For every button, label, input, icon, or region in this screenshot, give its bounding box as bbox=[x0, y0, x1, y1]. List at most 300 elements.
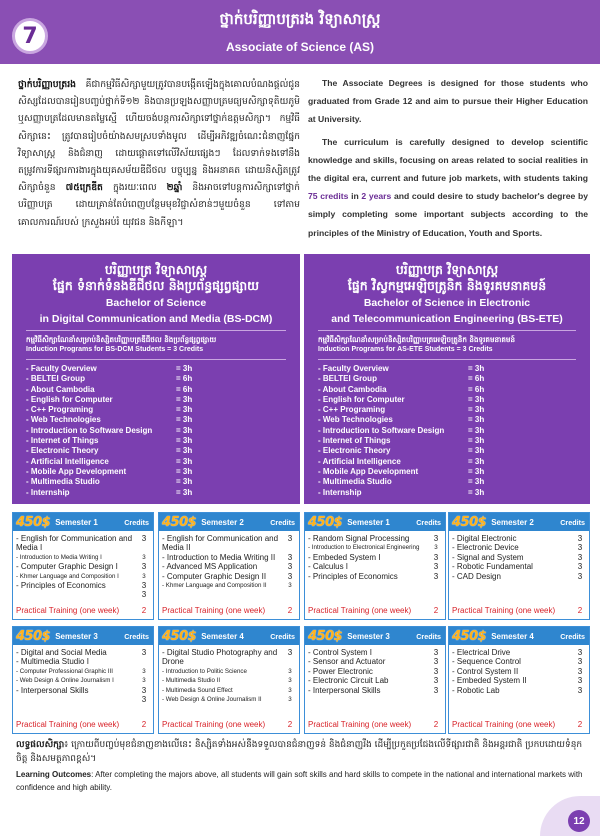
credits-header: Credits bbox=[416, 517, 441, 527]
semester-card bbox=[12, 626, 154, 734]
induction-item-hours: = 3h bbox=[468, 425, 485, 435]
induction-item-name: - Web Technologies bbox=[26, 415, 101, 425]
induction-item bbox=[26, 405, 286, 415]
course-credits: 3 bbox=[433, 657, 439, 667]
induction-item-hours: = 3h bbox=[468, 364, 485, 373]
induction-title-kh: កម្មវិធីសិក្សាណែនាំសម្រាប់និស្សិតបរិញ្ញាបត្រឌីជីថល និងប្រព័ន្ធផ្សព្វផ្សាយ bbox=[26, 335, 217, 344]
section-title-kh: ថ្នាក់បរិញ្ញាបត្ររង វិទ្យាសាស្ត្រ bbox=[219, 10, 381, 28]
course-name: - Power Electronic bbox=[308, 666, 373, 676]
induction-item-hours: = 6h bbox=[176, 374, 193, 384]
course-name: - English for Communication and Media I bbox=[16, 534, 133, 553]
course-name: - Signal and System bbox=[452, 552, 524, 562]
course-credits: 3 bbox=[141, 648, 147, 657]
semester-card bbox=[158, 626, 300, 734]
course-row bbox=[162, 572, 296, 581]
induction-item bbox=[318, 426, 576, 436]
semester-card bbox=[304, 512, 446, 620]
induction-item-hours: = 6h bbox=[176, 384, 193, 394]
intro-khmer bbox=[18, 76, 300, 231]
induction-item bbox=[318, 467, 576, 477]
semester-title: Semester 4 bbox=[201, 631, 244, 641]
course-row bbox=[452, 543, 586, 552]
intro-en-p2-c: in bbox=[348, 191, 362, 202]
course-name: - Khmer Language and Composition II bbox=[162, 582, 267, 590]
induction-item-name: - Introduction to Software Design bbox=[318, 425, 445, 435]
course-row bbox=[308, 686, 442, 695]
program-title-en bbox=[24, 295, 288, 327]
induction-item-hours: = 3h bbox=[468, 446, 485, 456]
semester-title: Semester 3 bbox=[55, 631, 98, 641]
credits-header: Credits bbox=[416, 631, 441, 641]
course-credits: 3 bbox=[433, 676, 439, 686]
induction-item-hours: = 3h bbox=[176, 425, 193, 435]
course-list bbox=[305, 645, 445, 695]
induction-item-name: - Internship bbox=[26, 487, 70, 497]
induction-item-name: - About Cambodia bbox=[318, 384, 387, 394]
practical-training-row bbox=[308, 720, 442, 729]
induction-title-en: Induction Programs for BS-DCM Students = 3 Credits bbox=[26, 345, 286, 360]
course-credits: 3 bbox=[577, 666, 583, 676]
induction-item-hours: = 3h bbox=[176, 466, 193, 476]
course-credits: 3 bbox=[577, 676, 583, 686]
course-credits: 3 bbox=[577, 543, 583, 553]
induction-item bbox=[318, 415, 576, 425]
semester-title: Semester 3 bbox=[347, 631, 390, 641]
induction-item-hours: = 3h bbox=[176, 436, 193, 446]
course-credits: 3 bbox=[141, 534, 147, 543]
practical-training-label: Practical Training (one week) bbox=[452, 720, 556, 729]
program-title-kh: បរិញ្ញាបត្រ វិទ្យាសាស្ត្រ bbox=[395, 262, 499, 277]
course-name: - Embeded System I bbox=[308, 552, 381, 562]
course-row bbox=[16, 553, 150, 562]
course-list bbox=[13, 645, 153, 704]
course-name: - Computer Graphic Design I bbox=[16, 562, 118, 572]
intro-kh-credits: ៧៥ក្រេឌីត bbox=[65, 182, 103, 194]
price-badge: 450$ bbox=[452, 628, 487, 644]
induction-item-name: - Faculty Overview bbox=[26, 364, 97, 373]
practical-training-credits: 2 bbox=[577, 606, 583, 615]
practical-training-row bbox=[16, 720, 150, 729]
course-name: - Embeded System II bbox=[452, 676, 527, 686]
credits-header: Credits bbox=[270, 517, 295, 527]
course-credits: 3 bbox=[577, 552, 583, 562]
practical-training-label: Practical Training (one week) bbox=[162, 720, 266, 729]
course-credits: 3 bbox=[288, 696, 292, 704]
induction-item-name: - Electronic Theory bbox=[318, 446, 391, 456]
induction-box bbox=[318, 330, 576, 498]
intro-kh-mid: ក្នុងរយៈពេល bbox=[102, 182, 167, 194]
practical-training-row bbox=[16, 606, 150, 615]
practical-training-credits: 2 bbox=[287, 606, 293, 615]
course-name: - Control System I bbox=[308, 648, 373, 657]
course-credits: 3 bbox=[287, 648, 293, 657]
induction-list bbox=[26, 364, 286, 498]
course-row bbox=[16, 562, 150, 571]
intro-kh-lead: ថ្នាក់បរិញ្ញាបត្ររង bbox=[18, 79, 76, 90]
outcomes-en-lead: Learning Outcomes bbox=[16, 770, 92, 779]
course-credits: 3 bbox=[433, 534, 439, 543]
course-name bbox=[16, 695, 138, 704]
course-credits: 3 bbox=[142, 667, 146, 675]
course-credits: 3 bbox=[433, 648, 439, 657]
course-credits: 3 bbox=[287, 562, 293, 572]
price-badge: 450$ bbox=[452, 514, 487, 530]
course-name: - Web Design & Online Journalism II bbox=[162, 696, 262, 704]
induction-item-name: - Artificial Intelligence bbox=[318, 456, 401, 466]
program-subtitle-kh: ផ្នែក វិស្វកម្មអេឡិចត្រូនិក និងទូរគមនាគមន៍ bbox=[347, 278, 547, 293]
induction-item bbox=[26, 385, 286, 395]
course-credits: 3 bbox=[142, 677, 146, 685]
induction-item-hours: = 3h bbox=[176, 477, 193, 487]
course-credits: 3 bbox=[577, 562, 583, 572]
course-name: - Introduction to Politic Science bbox=[162, 667, 247, 675]
course-row bbox=[452, 534, 586, 543]
program-title-en bbox=[316, 295, 578, 327]
course-name: - Robotic Fundamental bbox=[452, 562, 533, 572]
course-row bbox=[162, 553, 296, 562]
course-name: - Electrical Drive bbox=[452, 648, 511, 657]
practical-training-label: Practical Training (one week) bbox=[308, 720, 412, 729]
course-row bbox=[162, 534, 296, 553]
induction-item-name: - Faculty Overview bbox=[318, 364, 389, 373]
section-title-en: Associate of Science (AS) bbox=[225, 40, 375, 54]
course-list bbox=[449, 645, 589, 695]
outcomes-en-body: : After completing the majors above, all students will gain soft skills and hard skills to compete in the national and international markets with confidence and high ability. bbox=[16, 770, 583, 792]
course-list bbox=[449, 531, 589, 581]
course-row bbox=[452, 657, 586, 666]
course-row bbox=[16, 581, 150, 590]
course-credits: 3 bbox=[433, 571, 439, 581]
course-credits: 3 bbox=[142, 553, 146, 561]
induction-item-hours: = 3h bbox=[468, 436, 485, 446]
induction-list bbox=[318, 364, 576, 498]
course-row bbox=[162, 667, 296, 676]
course-credits: 3 bbox=[287, 571, 293, 581]
intro-en-p2 bbox=[308, 133, 588, 242]
practical-training-credits: 2 bbox=[433, 720, 439, 729]
section-number-badge: 7 bbox=[12, 18, 48, 54]
course-row bbox=[452, 553, 586, 562]
semester-header bbox=[13, 627, 153, 645]
intro-english bbox=[308, 74, 588, 246]
course-name: - Random Signal Processing bbox=[308, 534, 410, 543]
induction-item-hours: = 6h bbox=[468, 384, 485, 394]
course-name: - Control System II bbox=[452, 666, 519, 676]
program-box-bs-ete bbox=[304, 254, 590, 504]
course-row bbox=[308, 543, 442, 552]
induction-item-hours: = 3h bbox=[468, 394, 485, 404]
course-list bbox=[13, 531, 153, 600]
induction-item bbox=[318, 446, 576, 456]
practical-training-label: Practical Training (one week) bbox=[162, 606, 266, 615]
course-credits: 3 bbox=[141, 685, 147, 695]
program-title-kh: បរិញ្ញាបត្រ វិទ្យាសាស្ត្រ bbox=[104, 262, 208, 277]
induction-item bbox=[318, 477, 576, 487]
semester-header bbox=[159, 513, 299, 531]
induction-item bbox=[26, 415, 286, 425]
course-name: - CAD Design bbox=[452, 571, 501, 581]
induction-item-name: - Internet of Things bbox=[318, 436, 391, 446]
course-row bbox=[16, 534, 150, 553]
course-name: - Robotic Lab bbox=[452, 685, 500, 695]
course-row bbox=[308, 657, 442, 666]
practical-training-label: Practical Training (one week) bbox=[308, 606, 412, 615]
course-name: - Digital Studio Photography and Drone bbox=[162, 648, 278, 667]
course-credits: 3 bbox=[288, 677, 292, 685]
intro-en-p1: The Associate Degrees is designed for those students who graduated from Grade 12 and aim to pursue their Higher Education at University. bbox=[308, 78, 588, 125]
program-title-en-1: Bachelor of Science bbox=[105, 297, 207, 309]
course-name: - Advanced MS Application bbox=[162, 562, 258, 572]
induction-item-name: - Internet of Things bbox=[26, 436, 99, 446]
course-name: - Computer Graphic Design II bbox=[162, 571, 267, 581]
intro-kh-body: គឺជាកម្មវិធីសិក្សាមួយត្រូវបានបង្កើតឡើងក្នុងគោលបំណងផ្តល់ជូនសិស្សដែលបានរៀនបញ្ចប់ថ្នាក់ទី១២ និងបានប្រឡងសញ្ញាបត្រមធ្យមសិក្សាទុតិយភូមិ ឬសញ្ញាបត្រដែលមានតម្លៃស្មើ ហើយចង់បន្តការសិក្សាទៅថ្នាក់ឧត្តមសិក្សា។ កម្មវិធីសិក្សានេះ ត្រូវបានរៀបចំយ៉ាងសមស្របទាំងមូល ដើម្បីអភិវឌ្ឍចំណេះជំនាញផ្នែកវិទ្យាសាស្ត្រ និងជំនាញ ដោយផ្តោតទៅលើវិស័យផ្សេងៗ ដែលទាក់ទងទៅនឹងតម្រូវការទីផ្សារការងារក្នុងយុគសម័យឌីជីថល បច្ចុប្បន្ន និងអនាគត ដោយនិស្សិតត្រូវសិក្សាចំនួន bbox=[18, 79, 300, 194]
course-name: - Interpersonal Skills bbox=[308, 685, 381, 695]
induction-item-name: - Multimedia Studio bbox=[318, 477, 392, 487]
induction-item-hours: = 3h bbox=[468, 405, 485, 415]
induction-item-name: - English for Computer bbox=[26, 394, 113, 404]
induction-item-name: - Introduction to Software Design bbox=[26, 425, 153, 435]
semester-card bbox=[448, 626, 590, 734]
course-credits: 3 bbox=[288, 686, 292, 694]
course-row bbox=[16, 667, 150, 676]
induction-item bbox=[26, 436, 286, 446]
practical-training-credits: 2 bbox=[433, 606, 439, 615]
induction-item bbox=[26, 446, 286, 456]
induction-item-hours: = 3h bbox=[468, 456, 485, 466]
semester-title: Semester 1 bbox=[347, 517, 390, 527]
practical-training-row bbox=[162, 720, 296, 729]
intro-kh-tail: និងអាចទៅបន្តការសិក្សាទៅថ្នាក់បរិញ្ញាបត្រ ដោយគ្រាន់តែបំពេញបន្ថែមមុខវិជ្ជាសំខាន់ៗមួយចំនួន ទៅតាមគោលការណ៍របស់ ក្រសួងអប់រំ យុវជន និងកីឡា។ bbox=[18, 182, 301, 228]
price-badge: 450$ bbox=[16, 514, 51, 530]
price-badge: 450$ bbox=[308, 628, 343, 644]
course-credits: 3 bbox=[288, 582, 292, 590]
course-name: - Introduction to Media Writing II bbox=[162, 552, 276, 562]
induction-item bbox=[26, 488, 286, 498]
course-name: - Electronic Device bbox=[452, 543, 519, 553]
course-row bbox=[16, 648, 150, 657]
price-badge: 450$ bbox=[308, 514, 343, 530]
induction-item-name: - Artificial Intelligence bbox=[26, 456, 109, 466]
program-title-en-2: in Digital Communication and Media (BS-DCM) bbox=[39, 313, 273, 325]
practical-training-row bbox=[162, 606, 296, 615]
course-list bbox=[159, 645, 299, 704]
induction-item bbox=[318, 395, 576, 405]
practical-training-label: Practical Training (one week) bbox=[452, 606, 556, 615]
induction-item bbox=[26, 395, 286, 405]
credits-header: Credits bbox=[270, 631, 295, 641]
credits-header: Credits bbox=[560, 517, 585, 527]
course-credits: 3 bbox=[287, 534, 293, 543]
induction-item bbox=[26, 457, 286, 467]
induction-item-hours: = 3h bbox=[468, 477, 485, 487]
practical-training-credits: 2 bbox=[577, 720, 583, 729]
induction-item-hours: = 3h bbox=[468, 487, 485, 497]
semester-title: Semester 4 bbox=[491, 631, 534, 641]
course-row bbox=[452, 572, 586, 581]
induction-item bbox=[26, 364, 286, 374]
course-name: - Introduction to Media Writing I bbox=[16, 553, 102, 561]
induction-item-hours: = 3h bbox=[176, 487, 193, 497]
induction-item-hours: = 3h bbox=[176, 456, 193, 466]
course-credits: 3 bbox=[433, 552, 439, 562]
learning-outcomes-en bbox=[16, 768, 586, 794]
course-credits: 3 bbox=[577, 571, 583, 581]
outcomes-kh-lead: លទ្ធផលសិក្សា bbox=[16, 740, 65, 750]
course-name: - Digital and Social Media bbox=[16, 648, 107, 657]
course-credits: 3 bbox=[141, 695, 147, 705]
course-name: - Principles of Economics bbox=[16, 581, 106, 591]
course-name: - Khmer Language and Composition I bbox=[16, 572, 119, 580]
course-credits: 3 bbox=[433, 685, 439, 695]
course-name: - Web Design & Online Journalism I bbox=[16, 677, 114, 685]
course-row bbox=[308, 648, 442, 657]
course-row bbox=[162, 581, 296, 590]
induction-item-name: - Electronic Theory bbox=[26, 446, 99, 456]
practical-training-label: Practical Training (one week) bbox=[16, 720, 120, 729]
induction-item-hours: = 6h bbox=[468, 374, 485, 384]
course-name: - Calculus I bbox=[308, 562, 349, 572]
course-name: - Interpersonal Skills bbox=[16, 685, 89, 695]
course-row bbox=[162, 676, 296, 685]
practical-training-row bbox=[308, 606, 442, 615]
intro-kh-years: ២ឆ្នាំ bbox=[166, 182, 183, 194]
course-credits: 3 bbox=[287, 552, 293, 562]
induction-item-name: - English for Computer bbox=[318, 394, 405, 404]
course-name: - English for Communication and Media II bbox=[162, 534, 279, 553]
course-credits: 3 bbox=[433, 666, 439, 676]
intro-en-credits: 75 credits bbox=[308, 191, 349, 202]
induction-item bbox=[26, 374, 286, 384]
course-credits: 3 bbox=[577, 657, 583, 667]
course-name: - Electronic Circuit Lab bbox=[308, 676, 389, 686]
induction-item bbox=[318, 385, 576, 395]
program-title-en-2: and Telecommunication Engineering (BS-ETE) bbox=[331, 313, 563, 325]
induction-item bbox=[318, 405, 576, 415]
intro-en-p2-a: The curriculum is carefully designed to develop scientific knowledge and skills, focusing on areas related to social realities in the digital era, current and future job markets, with students taking bbox=[308, 136, 588, 184]
program-box-bs-dcm bbox=[12, 254, 300, 504]
course-list bbox=[305, 531, 445, 581]
course-row bbox=[452, 676, 586, 685]
course-row bbox=[452, 686, 586, 695]
course-row bbox=[16, 695, 150, 704]
course-row bbox=[16, 657, 150, 666]
course-name: - Sequence Control bbox=[452, 657, 521, 667]
semester-header bbox=[305, 513, 445, 531]
induction-item-hours: = 3h bbox=[176, 394, 193, 404]
price-badge: 450$ bbox=[16, 628, 51, 644]
course-name: - Introduction to Electronical Engineering bbox=[308, 544, 420, 552]
course-row bbox=[16, 686, 150, 695]
course-row bbox=[16, 676, 150, 685]
course-name: - Multimedia Sound Effect bbox=[162, 686, 233, 694]
course-name: - Computer Professional Graphic III bbox=[16, 667, 113, 675]
induction-item-name: - C++ Programing bbox=[318, 405, 386, 415]
semester-header bbox=[449, 513, 589, 531]
induction-title-en: Induction Programs for AS-ETE Students = 3 Credits bbox=[318, 345, 576, 360]
practical-training-row bbox=[452, 606, 586, 615]
induction-item-hours: = 3h bbox=[176, 446, 193, 456]
credits-header: Credits bbox=[560, 631, 585, 641]
practical-training-credits: 2 bbox=[287, 720, 293, 729]
credits-header: Credits bbox=[124, 631, 149, 641]
outcomes-kh-body: ៖ ក្រោយពីបញ្ចប់មុខជំនាញខាងលើនេះ និស្សិតទាំងអស់នឹងទទួលបានជំនាញទន់ និងជំនាញរឹង ដើម្បីប្រកួតប្រជែងលើទីផ្សារជាតិ និងអន្តរជាតិ ប្រកបដោយទំនុកចិត្ត និងសមត្ថភាពខ្ពស់។ bbox=[16, 740, 583, 764]
induction-item-name: - Mobile App Development bbox=[26, 466, 127, 476]
course-name: - Multimedia Studio I bbox=[16, 657, 89, 667]
induction-item bbox=[26, 477, 286, 487]
course-name: - Multimedia Studio II bbox=[162, 677, 221, 685]
induction-item-name: - C++ Programing bbox=[26, 405, 94, 415]
course-credits: 3 bbox=[142, 572, 146, 580]
semester-card bbox=[12, 512, 154, 620]
course-credits: 3 bbox=[577, 685, 583, 695]
induction-item-name: - BELTEI Group bbox=[26, 374, 85, 384]
practical-training-label: Practical Training (one week) bbox=[16, 606, 120, 615]
semester-title: Semester 2 bbox=[491, 517, 534, 527]
induction-item-hours: = 3h bbox=[176, 405, 193, 415]
induction-item-name: - BELTEI Group bbox=[318, 374, 377, 384]
price-badge: 450$ bbox=[162, 514, 197, 530]
induction-item-hours: = 3h bbox=[176, 364, 193, 373]
course-row bbox=[162, 686, 296, 695]
induction-item-name: - Web Technologies bbox=[318, 415, 393, 425]
program-subtitle-kh: ផ្នែក ទំនាក់ទំនងឌីជីថល និងប្រព័ន្ធផ្សព្វផ្សាយ bbox=[52, 278, 260, 293]
course-credits: 3 bbox=[141, 590, 147, 600]
induction-item-name: - Multimedia Studio bbox=[26, 477, 100, 487]
induction-item-name: - Internship bbox=[318, 487, 362, 497]
induction-item bbox=[26, 467, 286, 477]
course-row bbox=[162, 648, 296, 667]
semester-card bbox=[158, 512, 300, 620]
semester-header bbox=[13, 513, 153, 531]
course-row bbox=[308, 553, 442, 562]
course-credits: 3 bbox=[434, 544, 438, 552]
course-row bbox=[308, 572, 442, 581]
induction-item-hours: = 3h bbox=[468, 466, 485, 476]
course-row bbox=[452, 562, 586, 571]
course-row bbox=[308, 676, 442, 685]
course-name bbox=[16, 590, 138, 599]
induction-item bbox=[318, 457, 576, 467]
induction-item-hours: = 3h bbox=[176, 415, 193, 425]
course-name: - Digital Electronic bbox=[452, 534, 517, 543]
practical-training-credits: 2 bbox=[141, 606, 147, 615]
course-list bbox=[159, 531, 299, 590]
course-credits: 3 bbox=[288, 667, 292, 675]
induction-item bbox=[318, 364, 576, 374]
course-row bbox=[452, 648, 586, 657]
semester-header bbox=[159, 627, 299, 645]
semester-card bbox=[304, 626, 446, 734]
induction-item-hours: = 3h bbox=[468, 415, 485, 425]
induction-item bbox=[318, 436, 576, 446]
course-credits: 3 bbox=[141, 581, 147, 591]
intro-en-years: 2 years bbox=[361, 191, 392, 202]
course-credits: 3 bbox=[577, 534, 583, 543]
course-credits bbox=[138, 657, 150, 666]
induction-item bbox=[26, 426, 286, 436]
induction-item-name: - About Cambodia bbox=[26, 384, 95, 394]
semester-header bbox=[449, 627, 589, 645]
induction-title-kh: កម្មវិធីសិក្សាណែនាំសម្រាប់និស្សិតបរិញ្ញាបត្រអេឡិចត្រូនិក និងទូរគមនាគមន៍ bbox=[318, 335, 516, 344]
page-header bbox=[0, 0, 600, 64]
induction-item-name: - Mobile App Development bbox=[318, 466, 419, 476]
course-name: - Principles of Economics bbox=[308, 571, 398, 581]
price-badge: 450$ bbox=[162, 628, 197, 644]
semester-title: Semester 1 bbox=[55, 517, 98, 527]
course-credits: 3 bbox=[433, 562, 439, 572]
course-credits: 3 bbox=[577, 648, 583, 657]
practical-training-row bbox=[452, 720, 586, 729]
